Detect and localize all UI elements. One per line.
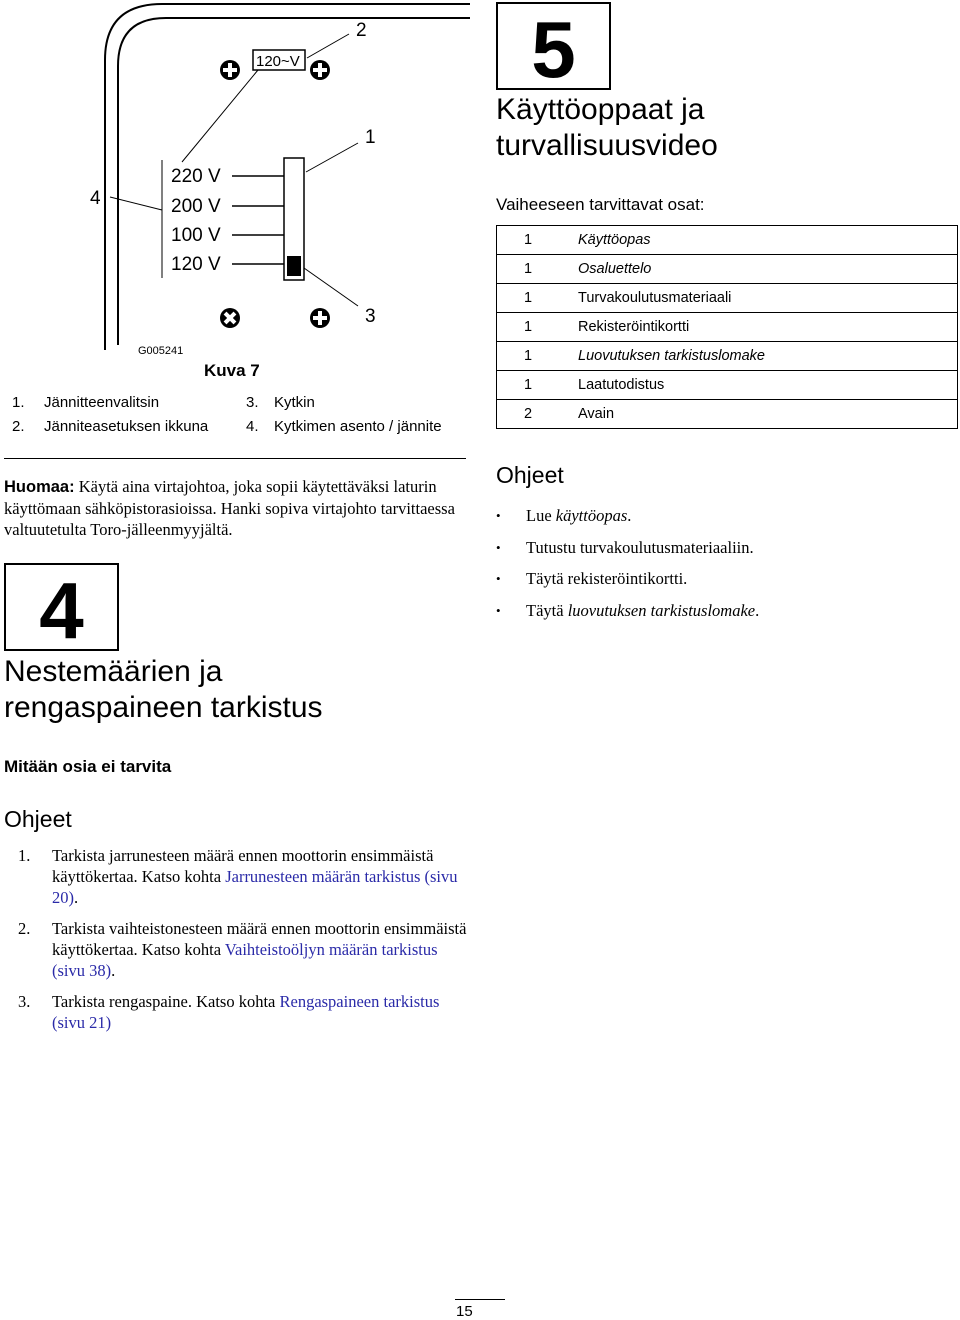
list-item — [8, 918, 468, 981]
step-item-number: 2. — [18, 919, 31, 938]
table-row — [497, 371, 958, 400]
table-row — [497, 226, 958, 255]
bullet-text: Tutustu turvakoulutusmateriaaliin. — [526, 537, 754, 557]
instruction-steps — [8, 845, 468, 1043]
list-item — [496, 563, 956, 595]
cross-reference-link[interactable]: Vaihteistoöljyn määrän tarkistus (sivu 38) — [52, 940, 438, 980]
part-quantity: 1 — [497, 313, 569, 342]
caption-text: Jänniteasetuksen ikkuna — [44, 418, 209, 435]
parts-needed: Mitään osia ei tarvita — [4, 757, 172, 776]
bullet-text: Täytä rekisteröintikortti. — [526, 569, 688, 588]
caption-number: 1. — [12, 394, 25, 411]
caption-number: 2. — [12, 418, 25, 435]
cross-reference-link[interactable]: Jarrunesteen määrän tarkistus (sivu 20) — [52, 867, 458, 907]
instructions-heading: Ohjeet — [4, 806, 72, 832]
caption-text: Jännitteenvalitsin — [44, 394, 160, 411]
note-label: Huomaa: — [4, 478, 75, 496]
parts-heading: Vaiheeseen tarvittavat osat: — [496, 195, 705, 214]
part-quantity: 1 — [497, 371, 569, 400]
callout-1: 1 — [365, 127, 376, 148]
part-name: Luovutuksen tarkistuslomake — [568, 342, 958, 371]
table-row — [497, 313, 958, 342]
instructions-heading: Ohjeet — [496, 462, 564, 488]
note-text: Käytä aina virtajohtoa, joka sopii käytettäväksi laturin käyttömaan sähköpistorasioissa. Hanki sopiva virtajohto tarvittaessa valtuutetulta Toro-jälleenmyyjältä. — [4, 477, 455, 539]
callout-4: 4 — [90, 188, 101, 209]
voltage-window-text: 120~V — [256, 53, 300, 70]
part-name: Käyttöopas — [568, 226, 958, 255]
parts-table — [496, 225, 958, 429]
step-number-box — [4, 563, 119, 655]
part-name: Turvakoulutusmateriaali — [568, 284, 958, 313]
step-item-text: Tarkista jarrunesteen määrä ennen moottorin ensimmäistä käyttökertaa. Katso kohta — [52, 846, 434, 886]
step-item-punct: . — [111, 961, 116, 980]
bullet-emphasis: käyttöopas — [555, 506, 628, 525]
list-item — [496, 500, 956, 532]
step-item-text: Tarkista vaihteistonesteen määrä ennen moottorin ensimmäistä käyttökertaa. Katso kohta — [52, 919, 467, 959]
bullet-text: Täytä — [526, 600, 568, 620]
page-number-rule — [455, 1299, 505, 1300]
screw-icon — [310, 60, 330, 80]
figure-code: G005241 — [138, 345, 184, 357]
part-name: Avain — [568, 400, 958, 429]
step-title-line: rengaspaineen tarkistus — [4, 691, 323, 724]
list-item — [8, 845, 468, 908]
caption-number: 4. — [246, 418, 259, 435]
step-item-number: 1. — [18, 846, 31, 865]
table-row — [497, 255, 958, 284]
part-quantity: 1 — [497, 284, 569, 313]
screw-icon — [220, 60, 240, 80]
caption-text: Kytkimen asento / jännite — [274, 418, 442, 435]
voltage-label: 100 V — [171, 225, 221, 246]
screw-icon — [310, 308, 330, 328]
bullet-punct: . — [627, 506, 632, 525]
bullet-text: Lue — [526, 506, 556, 525]
voltage-label: 220 V — [171, 166, 221, 187]
part-name: Osaluettelo — [568, 255, 958, 284]
step-item-text: Tarkista rengaspaine. Katso kohta — [52, 992, 280, 1011]
instruction-bullets — [496, 500, 956, 626]
list-item — [8, 991, 468, 1033]
part-name: Rekisteröintikortti — [568, 313, 958, 342]
note-block — [4, 476, 464, 540]
voltage-label: 120 V — [171, 254, 221, 275]
voltage-label: 200 V — [171, 196, 221, 217]
step-title-line: Käyttöoppaat ja — [496, 93, 705, 126]
table-row — [497, 342, 958, 371]
step-title — [4, 654, 464, 726]
bullet-emphasis: luovutuksen tarkistuslomake — [567, 600, 756, 620]
callout-2: 2 — [356, 20, 367, 41]
separator-line — [4, 458, 466, 459]
part-quantity: 1 — [497, 342, 569, 371]
step-number-box — [496, 2, 611, 94]
caption-text: Kytkin — [274, 394, 315, 411]
part-quantity: 1 — [497, 255, 569, 284]
switch-knob — [287, 256, 301, 276]
step-number: 4 — [39, 566, 84, 655]
bullet-punct: . — [755, 600, 760, 620]
figure-title: Kuva 7 — [204, 361, 260, 380]
step-title — [496, 92, 956, 164]
list-item — [496, 595, 956, 627]
screw-icon — [220, 308, 240, 328]
step-item-punct: . — [74, 888, 79, 907]
callout-3: 3 — [365, 306, 376, 327]
list-item — [496, 532, 956, 564]
voltage-selector-figure — [0, 0, 470, 445]
table-row — [497, 284, 958, 313]
cross-reference-link[interactable]: Rengaspaineen tarkistus (sivu 21) — [52, 992, 440, 1032]
page-number: 15 — [456, 1303, 473, 1320]
step-number: 5 — [531, 5, 576, 94]
step-title-line: Nestemäärien ja — [4, 655, 223, 688]
part-quantity: 1 — [497, 226, 569, 255]
caption-number: 3. — [246, 394, 259, 411]
part-name: Laatutodistus — [568, 371, 958, 400]
step-item-number: 3. — [18, 992, 31, 1011]
step-title-line: turvallisuusvideo — [496, 129, 718, 162]
part-quantity: 2 — [497, 400, 569, 429]
table-row — [497, 400, 958, 429]
